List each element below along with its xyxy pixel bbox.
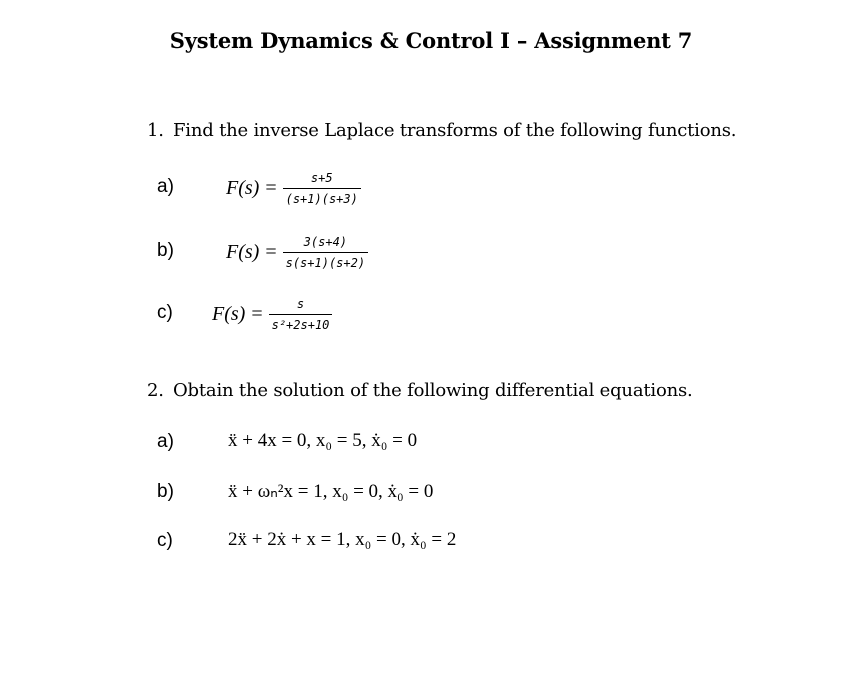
q1-item-b-label: b) — [157, 240, 174, 261]
q1-item-b-lhs: F(s) — [226, 241, 260, 263]
q1-item-c-numerator: s — [296, 297, 305, 311]
equals-sign: = — [265, 241, 277, 263]
q1-item-c-fraction — [269, 297, 333, 332]
q1-item-c-lhs: F(s) — [212, 303, 246, 325]
question-1-number: 1. — [147, 120, 164, 141]
question-2-text: Obtain the solution of the following differential equations. — [173, 380, 693, 401]
q2-item-c-equation: 2ẍ + 2ẋ + x = 1, x₀ = 0, ẋ₀ = 2 — [228, 529, 457, 550]
q1-item-a-label: a) — [157, 176, 174, 197]
q1-item-a-fraction — [283, 171, 361, 206]
equals-sign: = — [251, 303, 263, 325]
question-2-heading — [147, 380, 693, 401]
q1-item-b-equation — [226, 235, 368, 270]
equals-sign: = — [265, 177, 277, 199]
q2-item-c-label: c) — [157, 530, 173, 551]
q2-item-a-equation: ẍ + 4x = 0, x₀ = 5, ẋ₀ = 0 — [228, 430, 418, 451]
q1-item-c-denominator: s²+2s+10 — [271, 318, 330, 332]
q1-item-c-label: c) — [157, 302, 173, 323]
q1-item-a-lhs: F(s) — [226, 177, 260, 199]
q1-item-a-denominator: (s+1)(s+3) — [285, 192, 358, 206]
q1-item-a-equation — [226, 171, 361, 206]
q1-item-b-numerator: 3(s+4) — [303, 235, 348, 249]
q2-item-a-label: a) — [157, 431, 174, 452]
question-1-text: Find the inverse Laplace transforms of the following functions. — [173, 120, 737, 141]
q1-item-b-denominator: s(s+1)(s+2) — [285, 256, 366, 270]
document-title: System Dynamics & Control I – Assignment 7 — [169, 28, 693, 53]
q1-item-a-numerator: s+5 — [310, 171, 333, 185]
q2-item-b-equation: ẍ + ωₙ²x = 1, x₀ = 0, ẋ₀ = 0 — [228, 481, 434, 502]
q1-item-c-equation — [212, 297, 332, 332]
question-2-number: 2. — [147, 380, 164, 401]
q2-item-b-label: b) — [157, 481, 174, 502]
question-1-heading — [147, 120, 736, 141]
q1-item-b-fraction — [283, 235, 368, 270]
